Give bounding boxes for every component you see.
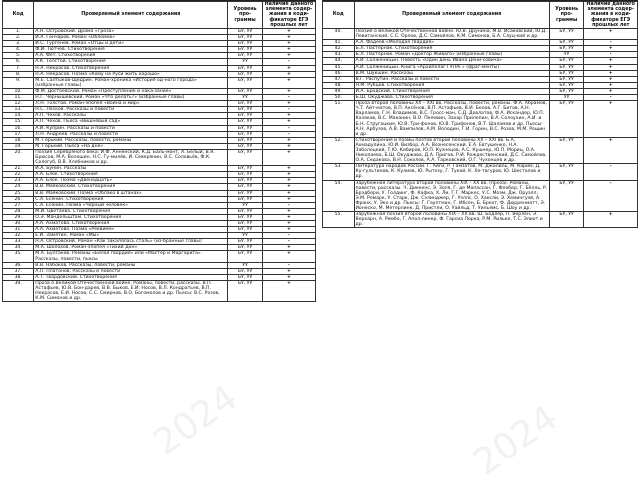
table-row (323, 137, 638, 163)
cell-mark: - (262, 125, 315, 131)
cell-code: 15. (3, 119, 34, 125)
cell-element: А.П. Чехов. Пьеса «Вишнёвый сад» (34, 119, 228, 125)
cell-element: М. Горький. Рассказы, повести, романы (34, 137, 228, 143)
cell-code: 3. (3, 41, 34, 47)
left-page (2, 0, 316, 481)
watermark: 2024 (146, 377, 246, 464)
cell-code: 27. (3, 202, 34, 208)
cell-code: 45. (323, 64, 355, 70)
cell-element: М.А. Шолохов. Роман-эпопея «Тихий Дон» (34, 245, 228, 251)
cell-element: Ф.М. Достоевский. Роман «Преступление и нака-зание» (34, 88, 228, 94)
cell-mark: + (584, 101, 638, 138)
cell-code: 39. (3, 280, 34, 301)
cell-code: 42. (323, 46, 355, 52)
cell-code: 1. (3, 29, 34, 35)
cell-mark: - (584, 52, 638, 58)
cell-code: 47. (323, 76, 355, 82)
cell-level: БУ, УУ (228, 172, 262, 178)
cell-level: БУ, УУ (549, 29, 584, 40)
cell-element: М.И. Цветаева. Стихотворения (34, 208, 228, 214)
cell-code: 19. (3, 143, 34, 149)
cell-mark: + (262, 29, 315, 35)
cell-level: БУ, УУ (228, 137, 262, 143)
cell-code: 11. (3, 95, 34, 101)
cell-level: БУ, УУ (228, 65, 262, 71)
cell-element: Л.Н. Толстой. Роман-эпопея «Война и мир» (34, 101, 228, 107)
right-page (322, 0, 638, 484)
cell-level: БУ, УУ (228, 196, 262, 202)
cell-level: БУ, УУ (228, 178, 262, 184)
content-table-left (2, 1, 316, 302)
cell-level: БУ, УУ (228, 184, 262, 190)
cell-level: БУ, УУ (228, 274, 262, 280)
cell-code: 26. (3, 196, 34, 202)
cell-mark: + (584, 76, 638, 82)
table-row (323, 212, 638, 228)
cell-code: 24. (3, 184, 34, 190)
cell-mark: - (262, 262, 315, 268)
cell-element: Стихотворения и поэмы поэтов второй половины XX – XXI вв. Б.А. Ахмадулина, Ю.И. Визбор, А.А. Вознесенский, Е.А. Евтушенко, Н.А. Заболоцкий, Т.Ю. Кибиров, Ю.П. Кузнецов, А.С. Кушнер, Ю.П. Мориц, О.А. Николаева, Б.Ш. Окуджава, Д.А. Пригов, Р.И. Рождественский, Д.С. Самойлов, О.А. Седакова, В.Н. Соколов, А.А. Тарковский, О.Г. Чухонцев и др. (354, 137, 549, 163)
cell-mark: + (262, 71, 315, 77)
cell-mark: + (262, 88, 315, 94)
cell-code: 16. (3, 125, 34, 131)
cell-level: УУ (549, 52, 584, 58)
cell-mark: - (262, 107, 315, 113)
cell-level: БУ, УУ (228, 251, 262, 262)
cell-level: УУ (228, 233, 262, 239)
header-element: Проверяемый элемент содержания (354, 2, 549, 29)
cell-level: УУ (228, 59, 262, 65)
cell-code: 40. (323, 29, 355, 40)
cell-level: УУ (228, 95, 262, 101)
cell-level: БУ, УУ (228, 239, 262, 245)
cell-element: В.В. Маяковский. Стихотворения (34, 184, 228, 190)
cell-level: БУ, УУ (549, 180, 584, 212)
cell-element: О.Э. Мандельштам. Стихотворения (34, 214, 228, 220)
cell-mark: + (262, 190, 315, 196)
content-table-right (322, 1, 638, 228)
cell-code: 17. (3, 131, 34, 137)
cell-code: 41. (323, 40, 355, 46)
cell-mark: + (262, 172, 315, 178)
cell-level: БУ, УУ (228, 101, 262, 107)
cell-level: БУ, УУ (228, 113, 262, 119)
cell-level: БУ, УУ (549, 76, 584, 82)
cell-level: БУ, УУ (228, 280, 262, 301)
cell-code: 31. (3, 227, 34, 233)
table-row (323, 180, 638, 212)
cell-code: 49. (323, 88, 355, 94)
cell-mark: + (262, 196, 315, 202)
cell-code: 23. (3, 178, 34, 184)
cell-element: И.С. Тургенев. Роман «Отцы и дети» (34, 41, 228, 47)
cell-code: 46. (323, 70, 355, 76)
table-row (3, 251, 316, 262)
cell-mark: + (262, 119, 315, 125)
cell-mark: + (262, 166, 315, 172)
cell-code: 6. (3, 59, 34, 65)
table-row (3, 77, 316, 88)
cell-code: 20. (3, 149, 34, 165)
cell-mark: + (262, 77, 315, 88)
cell-element: В.М. Шукшин. Рассказы (354, 70, 549, 76)
cell-code: 32. (3, 233, 34, 239)
cell-code: 43. (323, 52, 355, 58)
cell-element: Поэзия Серебряного века: И.Ф. Анненский, К.Д. Баль-монт, А. Белый, В.Я. Брюсов, М.А. Волошин, Н.С. Гу-милёв, И. Северянин, В.С. Соловьёв, Ф.К. Сологуб, В.В. Хлебников и др. (34, 149, 228, 165)
cell-mark: - (262, 95, 315, 101)
cell-mark: + (584, 88, 638, 94)
cell-element: В.Г. Распутин. Рассказы и повести (354, 76, 549, 82)
cell-code: 5. (3, 53, 34, 59)
cell-element: А.А. Фадеев «Молодая гвардия» (354, 40, 549, 46)
cell-level: БУ, УУ (228, 71, 262, 77)
cell-mark: + (584, 212, 638, 228)
cell-level: БУ, УУ (228, 221, 262, 227)
header-mark: Наличие данного элемента содер-жания в коди-фикаторе ЕГЭ прошлых лет (262, 2, 315, 29)
cell-mark: + (262, 47, 315, 53)
cell-mark: + (584, 58, 638, 64)
cell-element: А.А. Ахматова. Поэма «Реквием» (34, 227, 228, 233)
cell-element: А.И. Солженицын. Повесть «Один день Ивана Дени-совича» (354, 58, 549, 64)
cell-element: И.А. Бунин. Рассказы (34, 166, 228, 172)
cell-mark: - (262, 131, 315, 137)
table-header-row (323, 2, 638, 29)
cell-element: Проза о Великой Отечественной войне. Романы, повести, рассказы. В.П. Астафьев, Ю.В. Бон-дарев, В.В. Быков, Е.И. Носов, В.Л. Кондратьев, В.П. Некрасов, Е.И. Носов, С.С. Смирнов, В.О. Богомолов и др. Пьесы: В.С. Розов, К.М. Симонов и др. (34, 280, 228, 301)
cell-code: 22. (3, 172, 34, 178)
cell-code: 13. (3, 107, 34, 113)
cell-code: 18. (3, 137, 34, 143)
cell-code: 54. (323, 180, 355, 212)
cell-level: БУ, УУ (228, 35, 262, 41)
cell-element: Н.С. Лесков. Рассказы и повести (34, 107, 228, 113)
cell-mark: + (262, 251, 315, 262)
cell-level: БУ, УУ (549, 212, 584, 228)
cell-code: 7. (3, 65, 34, 71)
cell-code: 30. (3, 221, 34, 227)
cell-element: Б.Ш. Окуджава. Стихотворения (354, 95, 549, 101)
cell-element: С.А. Есенин. Поэма «Чёрный человек» (34, 202, 228, 208)
cell-mark: + (584, 29, 638, 40)
cell-level: БУ, УУ (228, 125, 262, 131)
cell-level: БУ, УУ (549, 101, 584, 138)
cell-element: Б.Л. Пастернак. Роман «Доктор Живаго» (избранные главы) (354, 52, 549, 58)
cell-element: М. Горький. Пьеса «На дне» (34, 143, 228, 149)
cell-level: БУ, УУ (549, 82, 584, 88)
cell-element: А.А. Блок. Поэма «Двенадцать» (34, 178, 228, 184)
cell-code: 38. (3, 274, 34, 280)
cell-mark: + (262, 53, 315, 59)
header-code: Код (3, 2, 34, 29)
cell-element: А.К. Толстой. Стихотворения (34, 59, 228, 65)
cell-element: Н.М. Рубцов. Стихотворения (354, 82, 549, 88)
cell-element: Литература народов России. Г. Айги, Р. Гамзатов, М. Джалиль, М. Карим, Д. Ку-гультинов, К. Кулиев, Ю. Рытхэу, Г. Тукай, К. Хе-тагуров, Ю. Шесталов и др. (354, 164, 549, 180)
table-body-left (3, 29, 316, 302)
cell-element: А.А. Блок. Стихотворения (34, 172, 228, 178)
cell-level: БУ, УУ (228, 41, 262, 47)
cell-mark: + (262, 268, 315, 274)
cell-code: 34. (3, 245, 34, 251)
cell-mark: + (262, 221, 315, 227)
cell-element: Н.А. Некрасов. Стихотворения (34, 65, 228, 71)
cell-mark: + (584, 82, 638, 88)
cell-mark: + (262, 208, 315, 214)
cell-mark: + (584, 137, 638, 163)
cell-mark: + (584, 70, 638, 76)
cell-code: 25. (3, 190, 34, 196)
cell-mark: + (262, 41, 315, 47)
cell-level: БУ, УУ (228, 268, 262, 274)
cell-level: БУ, УУ (228, 214, 262, 220)
cell-element: А.А. Ахматова. Стихотворения (34, 221, 228, 227)
cell-level: БУ, УУ (549, 46, 584, 52)
header-level: Уровень про-граммы (549, 2, 584, 29)
cell-mark: + (262, 245, 315, 251)
cell-mark: - (584, 40, 638, 46)
cell-code: 28. (3, 208, 34, 214)
cell-code: 33. (3, 239, 34, 245)
table-row (323, 29, 638, 40)
cell-code: 21. (3, 166, 34, 172)
cell-element: Н.А. Островский. Роман «Как закалялась сталь» (из-бранные главы) (34, 239, 228, 245)
cell-level: БУ, УУ (228, 190, 262, 196)
cell-level: УУ (228, 202, 262, 208)
table-body-right (323, 29, 638, 228)
header-mark: Наличие данного элемента содер-жания в коди-фикаторе ЕГЭ прошлых лет (584, 2, 638, 29)
cell-level: БУ, УУ (228, 208, 262, 214)
cell-level: БУ, УУ (549, 164, 584, 180)
cell-level: БУ, УУ (228, 53, 262, 59)
cell-level: БУ, УУ (228, 77, 262, 88)
cell-mark: + (262, 137, 315, 143)
cell-mark: + (262, 274, 315, 280)
cell-element: И.А. Бродский. Стихотворения (354, 88, 549, 94)
cell-level: БУ, УУ (228, 107, 262, 113)
cell-level: БУ, УУ (228, 131, 262, 137)
cell-code: 10. (3, 88, 34, 94)
cell-element: А.Н. Островский. Драма «Гроза» (34, 29, 228, 35)
cell-element: М.А. Булгаков. Романы «Белая гвардия» или «Мастер и Маргарита». Рассказы, повести, пьесы (34, 251, 228, 262)
cell-code: 36. (3, 262, 34, 268)
watermark: 2024 (466, 397, 566, 484)
cell-code: 35. (3, 251, 34, 262)
cell-mark: + (262, 280, 315, 301)
cell-element: Зарубежная литература второй половины XIX – XX вв. (проза). Романы, повести, рассказы. Ч. Диккенс, Э. Золя, Г. де Мопассан, Г. Флобер, Г. Бёлль, Р. Брэдбери, У. Голдинг, Ф. Кафка, X. Ли, Г.Г. Маркес, У.С. Моэм, Дж. Оруэлл, Э.М. Ремарк, У. Старк, Дж. Сэлинджер, Г. Уэллс, О. Хаксли, Э. Хемингуэй, А. Франк, У. Эко и др. Пьесы: Г. Гауптман, Г. Ибсен, Б. Брехт, Ф. Дюрренматт, Э. Ионеско, М. Метерлинк, Д. Пристли, О. Уайльд, Т. Уильямс, Б. Шоу и др. (354, 180, 549, 212)
cell-element: А.Т. Твардовский. Стихотворения (34, 274, 228, 280)
table-row (3, 280, 316, 301)
cell-level: БУ, УУ (549, 88, 584, 94)
cell-element: Зарубежная поэзия второй половины XIX – XX вв. Ш. Бодлер, П. Верлен, Э. Верхарн, А. Рембо, Г. Апол-линер, Ф. Гарсиа Лорка, Р.М. Рильке, Т.С. Элиот и др. (354, 212, 549, 228)
cell-code: 44. (323, 58, 355, 64)
cell-level: БУ, УУ (549, 64, 584, 70)
cell-mark: + (262, 101, 315, 107)
cell-code: 52. (323, 137, 355, 163)
cell-element: Проза второй половины XX – XXI вв. Рассказы, повести, романы. Ф.А. Абрамов, Ч.Т. Айт-матов, В.П. Аксёнов, В.П. Астафьев, В.И. Белов, А.Г. Битов, А.Н. Варламов, Г.Н. Владимов, В.С. Гросс-ман, С.Д. Довлатов, Ф.А. Искандер, Ю.П. Казаков, В.С. Маканин, В.О. Пелевин, Захар Прилепин, В.А. Солоухин, А.И. и Б.Н. Стругацкие, Ю.В. Три-фонов, Ю.В. Трифонов, В.Т. Шаламов и др. Пьесы: А.Н. Арбузов, А.В. Вампилов, А.М. Володин, Г.И. Горин, В.С. Розов, М.М. Рощин и др. (354, 101, 549, 138)
cell-element: Ф.И. Тютчев. Стихотворения (34, 47, 228, 53)
cell-level: БУ, УУ (228, 149, 262, 165)
cell-mark: + (262, 178, 315, 184)
cell-level: УУ (549, 95, 584, 101)
cell-mark: - (262, 59, 315, 65)
cell-level: БУ, УУ (228, 245, 262, 251)
cell-mark: - (262, 202, 315, 208)
cell-element: А.П. Чехов. Рассказы (34, 113, 228, 119)
cell-level: БУ, УУ (228, 47, 262, 53)
cell-element: М.Е. Салтыков-Щедрин. Роман-хроника «История од-ного города» (избранные главы) (34, 77, 228, 88)
cell-code: 4. (3, 47, 34, 53)
cell-level: БУ, УУ (549, 58, 584, 64)
cell-mark: - (584, 95, 638, 101)
cell-element: А.П. Платонов. Рассказы и повести (34, 268, 228, 274)
table-row (323, 101, 638, 138)
cell-element: Б.Л. Пастернак. Стихотворения (354, 46, 549, 52)
cell-code: 50. (323, 95, 355, 101)
cell-level: БУ, УУ (228, 29, 262, 35)
cell-mark: + (262, 184, 315, 190)
cell-mark: + (262, 65, 315, 71)
cell-element: С.А. Есенин. Стихотворения (34, 196, 228, 202)
cell-level: БУ, УУ (549, 70, 584, 76)
cell-level: БУ, УУ (228, 143, 262, 149)
cell-element: И.А. Гончаров. Роман «Обломов» (34, 35, 228, 41)
cell-mark: + (262, 214, 315, 220)
cell-element: В.В. Маяковский. Поэма «Облако в штанах» (34, 190, 228, 196)
header-element: Проверяемый элемент содержания (34, 2, 228, 29)
cell-mark: - (584, 180, 638, 212)
cell-element: Н.А. Некрасов. Поэма «Кому на Руси жить хорошо» (34, 71, 228, 77)
cell-code: 48. (323, 82, 355, 88)
cell-element: Л.Н. Андреев. Рассказы и повести (34, 131, 228, 137)
cell-element: Поэзия о Великой Отечественной войне. Ю.В. Друнина, М.В. Исаковский, Ю.Д. Левитанский, С.С. Орлов, Д.С. Самойлов, К.М. Симонов, Б.А. Слуц-кий и др. (354, 29, 549, 40)
cell-mark: + (262, 143, 315, 149)
cell-mark: - (262, 233, 315, 239)
cell-code: 2. (3, 35, 34, 41)
cell-element: А.И. Солженицын. Книга «Архипелаг ГУЛАГ» (фраг-менты) (354, 64, 549, 70)
cell-mark: + (584, 64, 638, 70)
cell-mark: + (262, 227, 315, 233)
cell-code: 14. (3, 113, 34, 119)
cell-mark: + (262, 113, 315, 119)
cell-level: БУ, УУ (228, 119, 262, 125)
cell-element: Е.И. Замятин. Роман «Мы» (34, 233, 228, 239)
cell-mark: + (584, 46, 638, 52)
cell-code: 37. (3, 268, 34, 274)
cell-code: 12. (3, 101, 34, 107)
cell-element: В.В. Набоков. Рассказы, повести, романы (34, 262, 228, 268)
table-row (3, 149, 316, 165)
cell-mark: + (262, 35, 315, 41)
cell-level: БУ, УУ (549, 40, 584, 46)
cell-mark: - (584, 164, 638, 180)
table-header-row (3, 2, 316, 29)
header-code: Код (323, 2, 355, 29)
header-level: Уровень про-граммы (228, 2, 262, 29)
cell-element: А.И. Куприн. Рассказы и повести (34, 125, 228, 131)
cell-code: 53. (323, 164, 355, 180)
cell-code: 8. (3, 71, 34, 77)
cell-level: БУ, УУ (228, 227, 262, 233)
cell-level: БУ, УУ (228, 88, 262, 94)
cell-code: 51. (323, 101, 355, 138)
cell-mark: - (262, 239, 315, 245)
cell-level: БУ, УУ (228, 166, 262, 172)
cell-code: 55. (323, 212, 355, 228)
cell-level: УУ (228, 262, 262, 268)
cell-element: А.А. Фет. Стихотворения (34, 53, 228, 59)
cell-code: 29. (3, 214, 34, 220)
cell-element: Н.Г. Чернышевский. Роман «Что делать?» (избранные главы) (34, 95, 228, 101)
cell-mark: + (262, 149, 315, 165)
cell-code: 9. (3, 77, 34, 88)
table-row (323, 164, 638, 180)
cell-level: БУ, УУ (549, 137, 584, 163)
